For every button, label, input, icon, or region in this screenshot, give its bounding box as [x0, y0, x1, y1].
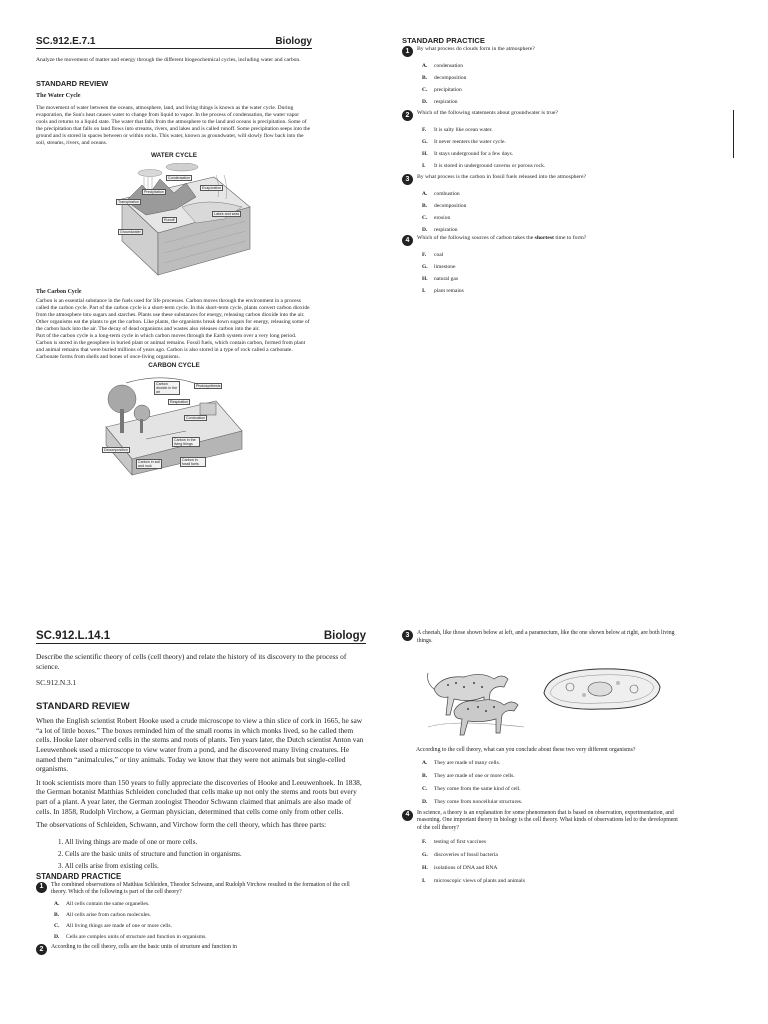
label-lakes: Lakes and seas: [214, 212, 240, 217]
carbon-cycle-paragraph-2: Part of the carbon cycle is a long-term cycle in which carbon moves through the Earth system over a very long period. Carbon is stored in the geosphere in buried plant or animal remains. Fossil fuels, which contain carbon, formed from plant and animal remains that were buried millions of years ago. Carbon is also stored in a type of rock called a carbonate. Carbonate forms from shells and bones of once-living organisms.: [36, 332, 306, 360]
subheading-water-cycle: The Water Cycle: [36, 92, 81, 99]
question-text: Which of the following statements about groundwater is true?: [417, 110, 558, 116]
label-combustion: Combustion: [186, 415, 206, 420]
question-3: [402, 174, 722, 233]
carbon-cycle-paragraph-1: Carbon is an essential substance in the fuels used for life processes. Carbon moves through the environment in a process called the carbon cycle. Part of the carbon cycle is a short-term cycle. In this short-term cycle, plants convert carbon dioxide from the atmosphere into sugars and starches. Plants use these substances for energy, releasing carbon dioxide into the air. Other organisms eat the plants to get the carbon. Like plants, the organisms break down sugars for energy, releasing some of the carbon back into the air. The decay of dead organisms and wastes also releases carbon into the air.: [36, 298, 310, 333]
answer-option[interactable]: F. coal: [422, 252, 444, 258]
subject-label: Biology: [275, 36, 312, 47]
question-text: In science, a theory is an explanation for some phenomenon that is based on observation, experimentation, and reasoning. One important theory in biology is the cell theory. What kinds of observations led to the development of the cell theory?: [417, 809, 678, 831]
answer-option[interactable]: D. They come from noncellular structures.: [422, 798, 523, 805]
answer-option[interactable]: B. decomposition: [422, 75, 467, 81]
answer-option[interactable]: H. isolations of DNA and RNA: [422, 864, 498, 871]
also-assesses: SC.912.N.3.1: [36, 678, 77, 688]
label-precipitation: Precipitation: [144, 190, 164, 195]
label-condensation: Condensation: [168, 176, 191, 181]
question-2: [402, 110, 722, 169]
question-number: 2: [36, 944, 47, 955]
cheetah-illustration: [424, 649, 528, 739]
benchmark-text: Describe the scientific theory of cells (cell theory) and relate the history of its discovery to the process of science.: [36, 652, 347, 671]
answer-option[interactable]: B. They are made of one or more cells.: [422, 772, 515, 779]
question-number: 2: [402, 110, 413, 121]
subject-label: Biology: [323, 630, 366, 642]
carbon-cycle-diagram: [96, 373, 244, 477]
subheading-carbon-cycle: The Carbon Cycle: [36, 289, 82, 296]
answer-option[interactable]: A. They are made of many cells.: [422, 759, 501, 766]
question-2: [36, 944, 366, 955]
answer-option[interactable]: H. It stays underground for a few days.: [422, 151, 514, 157]
answer-option[interactable]: C. They come from the same kind of cell.: [422, 785, 521, 792]
answer-option[interactable]: B. All cells arise from carbon molecules.: [54, 911, 152, 918]
answer-option[interactable]: F. testing of first vaccines: [422, 838, 487, 845]
answer-options: [402, 839, 682, 884]
answer-option[interactable]: C. erosion: [422, 215, 451, 221]
answer-option[interactable]: A. All cells contain the same organelles.: [54, 900, 150, 907]
page1-right-column: [402, 36, 722, 294]
cell-history-paragraph-1: When the English scientist Robert Hooke used a crude microscope to view a thin slice of cork in 1665, he saw “a lot of little boxes.” The boxes reminded him of the small rooms in which monks lived, so he called them cells. Hooke later observed cells in the stems and roots of plants. Ten years later, the Dutch scientist Anton van Leeuwenhoek used a microscope to view water from a pond, and he discovered many living creatures. He named them “animalcules,” or tiny animals. Today we know that they were not animals but single-celled organisms.: [36, 716, 364, 774]
question-number: 4: [402, 235, 413, 246]
margin-rule: [733, 110, 734, 158]
question-3: [402, 630, 682, 645]
question-text: By what process do clouds form in the atmosphere?: [417, 46, 535, 52]
page1-header: [36, 36, 312, 49]
carbon-cycle-figure-title: CARBON CYCLE: [148, 361, 200, 369]
question-3-prompt: According to the cell theory, what can you conclude about these two very different organisms?: [416, 747, 636, 754]
question-4: [402, 810, 682, 833]
label-respiration: Respiration: [170, 399, 189, 404]
label-decomposition: Decomposition: [104, 447, 128, 452]
answer-option[interactable]: D. respiration: [422, 227, 458, 233]
section-title: STANDARD REVIEW: [36, 701, 130, 713]
label-carbon-living: Carbon in the living things: [172, 437, 200, 447]
water-cycle-figure-title: WATER CYCLE: [150, 152, 198, 160]
answer-option[interactable]: H. natural gas: [422, 276, 458, 282]
question-1: [36, 882, 366, 940]
answer-option[interactable]: G. limestone: [422, 264, 456, 270]
list-item: 2. Cells are the basic units of structure and function in organisms.: [58, 849, 242, 858]
label-evaporation: Evaporation: [202, 186, 222, 191]
practice-title: STANDARD PRACTICE: [36, 871, 122, 881]
page2-header: [36, 630, 366, 644]
label-photosynthesis: Photosynthesis: [196, 383, 221, 388]
answer-option[interactable]: C. precipitation: [422, 87, 462, 93]
page1-questions: [402, 46, 722, 233]
paramecium-illustration: [538, 663, 666, 715]
organism-figures: [402, 649, 682, 739]
label-carbon-fossil: Carbon in fossil fuels: [180, 457, 206, 467]
page2-left-column: [36, 630, 366, 955]
question-text: According to the cell theory, cells are the basic units of structure and function in: [51, 943, 237, 950]
answer-option[interactable]: A. combustion: [422, 191, 460, 197]
answer-options: [402, 760, 682, 805]
cell-theory-list: [36, 836, 366, 872]
answer-option[interactable]: I. microscopic views of plants and animals: [422, 877, 525, 884]
answer-option[interactable]: F. It is salty like ocean water.: [422, 127, 493, 133]
water-cycle-paragraph: The movement of water between the oceans, atmosphere, land, and living things is known as the water cycle. During evaporation, the Sun's heat causes water to change from liquid to vapor. In the process of condensation, the water vapor cools and returns to a liquid state. The water that falls from the atmosphere to the land and oceans is precipitation. Some of the precipitation that falls on land flows into streams, rivers, and lakes and is called runoff. Some precipitation seeps into the ground and is stored in spaces between or within rocks. This water, known as groundwater, will slowly flow back into the soil, streams, rivers, and oceans.: [36, 105, 311, 146]
answer-option[interactable]: A. condensation: [422, 63, 464, 69]
answer-option[interactable]: G. discoveries of fossil bacteria: [422, 851, 498, 858]
answer-option[interactable]: D. Cells are complex units of structure and function in organisms.: [54, 933, 207, 940]
answer-option[interactable]: I. plant remains: [422, 288, 464, 294]
practice-title: STANDARD PRACTICE: [402, 36, 485, 45]
label-transpiration: Transpiration: [118, 200, 139, 205]
question-text: By what process is the carbon in fossil fuels released into the atmosphere?: [417, 174, 586, 180]
question-4: 4 Which of the following sources of carbon takes the shortest time to form? F. coal G. limestone H. natural gas I. plant remains: [402, 235, 722, 294]
water-cycle-diagram: [116, 163, 256, 281]
question-text: A cheetah, like those shown below at left, and a paramecium, like the one shown below at right, are both living things.: [417, 630, 675, 644]
page1-left-column: [36, 36, 312, 477]
section-title: STANDARD REVIEW: [36, 79, 109, 88]
cell-history-paragraph-3: The observations of Schleiden, Schwann, and Virchow form the cell theory, which has three parts:: [36, 820, 327, 830]
page2-right-column: [402, 630, 682, 884]
label-runoff: Runoff: [164, 218, 175, 223]
answer-option[interactable]: C. All living things are made of one or more cells.: [54, 922, 172, 929]
answer-option[interactable]: I. It is stored in underground caverns or porous rock.: [422, 163, 546, 169]
question-number: 3: [402, 630, 413, 641]
answer-option[interactable]: B. decomposition: [422, 203, 467, 209]
answer-options: [402, 252, 722, 294]
label-groundwater: Groundwater: [120, 230, 141, 235]
question-1: [402, 46, 722, 105]
list-item: 3. All cells arise from existing cells.: [58, 861, 159, 870]
label-carbon-dioxide: Carbon dioxide in the air: [154, 381, 180, 395]
question-text: The combined observations of Matthias Schleiden, Theodor Schwann, and Rudolph Virchow resulted in the formation of the cell theory. Which of the following is part of the cell theory?: [51, 881, 350, 896]
benchmark-text: Analyze the movement of matter and energy through the different biogeochemical cycles, including water and carbon.: [36, 57, 301, 63]
question-number: 1: [402, 46, 413, 57]
standard-code: SC.912.L.14.1: [36, 630, 111, 642]
answer-option[interactable]: D. respiration: [422, 99, 458, 105]
cell-history-paragraph-2: It took scientists more than 150 years to fully appreciate the discoveries of Hooke and Leeuwenhoek. In 1838, the German botanist Matthias Schleiden concluded that cells make up not only the stems and roots but every part of a plant. A year later, the German zoologist Theodor Schwann claimed that animals are also made of cells. In 1858, Rudolph Virchow, a German physician, determined that cells come only from other cells.: [36, 777, 362, 816]
question-number: 4: [402, 810, 413, 821]
question-number: 1: [36, 882, 47, 893]
standard-code: SC.912.E.7.1: [36, 36, 96, 47]
label-carbon-soil: Carbon in soil and rock: [136, 459, 162, 469]
answer-option[interactable]: G. It never reenters the water cycle.: [422, 139, 506, 145]
list-item: 1. All living things are made of one or more cells.: [58, 837, 198, 846]
question-number: 3: [402, 174, 413, 185]
